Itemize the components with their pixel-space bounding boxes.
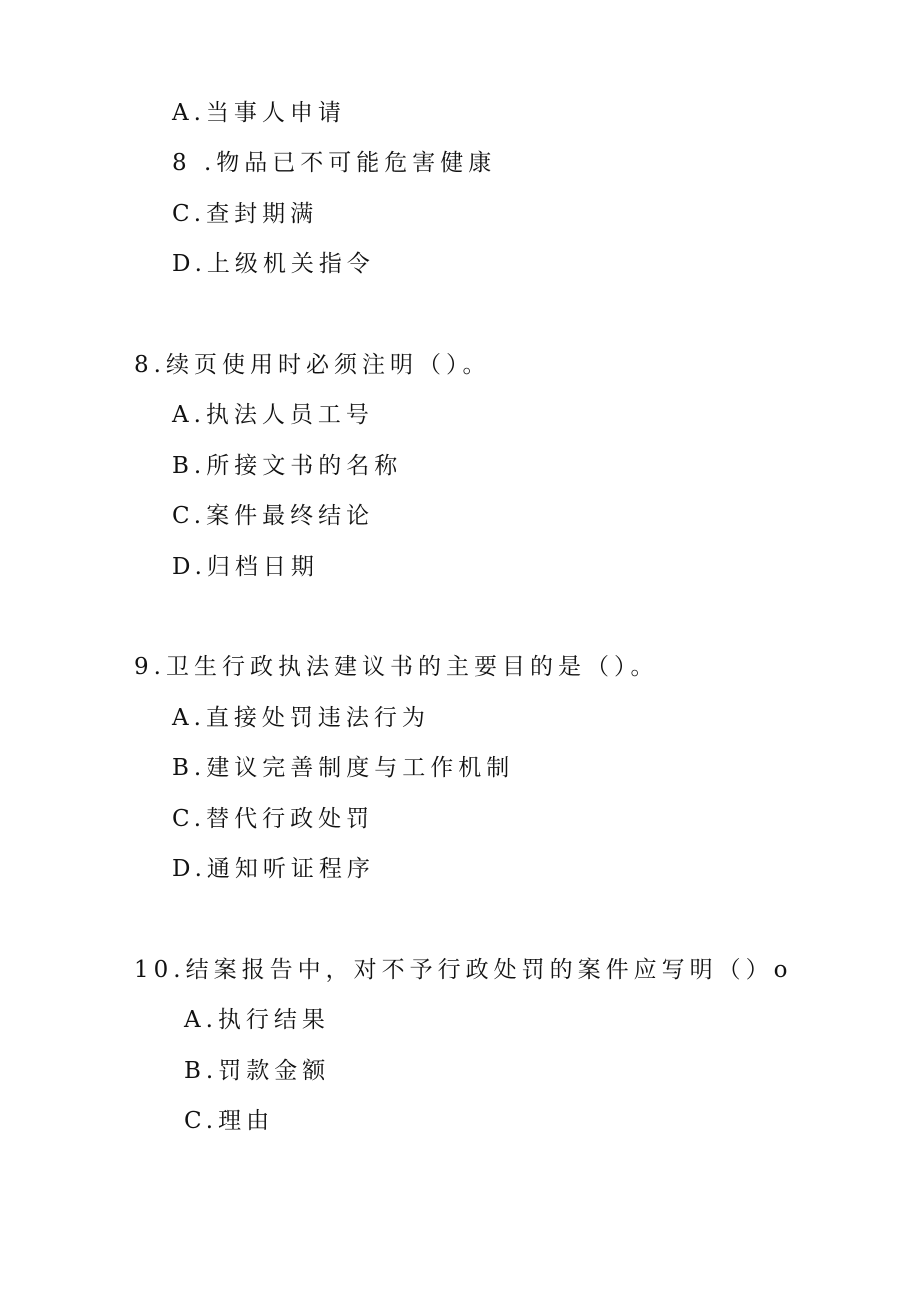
q8-option-a: A.执法人员工号 — [172, 402, 374, 428]
q9-option-a: A.直接处罚违法行为 — [172, 705, 430, 731]
q8-option-b: B.所接文书的名称 — [172, 453, 403, 479]
q10-option-b: B.罚款金额 — [184, 1058, 331, 1084]
q9-option-d: D.通知听证程序 — [172, 856, 375, 882]
q10-question: 10.结案报告中，对不予行政处罚的案件应写明（）o — [134, 957, 793, 983]
q7-option-b: 8 .物品已不可能危害健康 — [172, 150, 497, 176]
q7-option-a: A.当事人申请 — [172, 100, 346, 126]
q8-option-c: C.案件最终结论 — [172, 503, 375, 529]
q7-option-c: C.查封期满 — [172, 201, 319, 227]
q8-option-d: D.归档日期 — [172, 554, 319, 580]
q9-option-c: C.替代行政处罚 — [172, 806, 375, 832]
q9-question: 9.卫生行政执法建议书的主要目的是（）。 — [134, 654, 659, 680]
q10-option-c: C.理由 — [184, 1108, 275, 1134]
q7-option-d: D.上级机关指令 — [172, 251, 375, 277]
q9-option-b: B.建议完善制度与工作机制 — [172, 755, 515, 781]
q8-question: 8.续页使用时必须注明（）。 — [134, 352, 491, 378]
q10-option-a: A.执行结果 — [184, 1007, 330, 1033]
